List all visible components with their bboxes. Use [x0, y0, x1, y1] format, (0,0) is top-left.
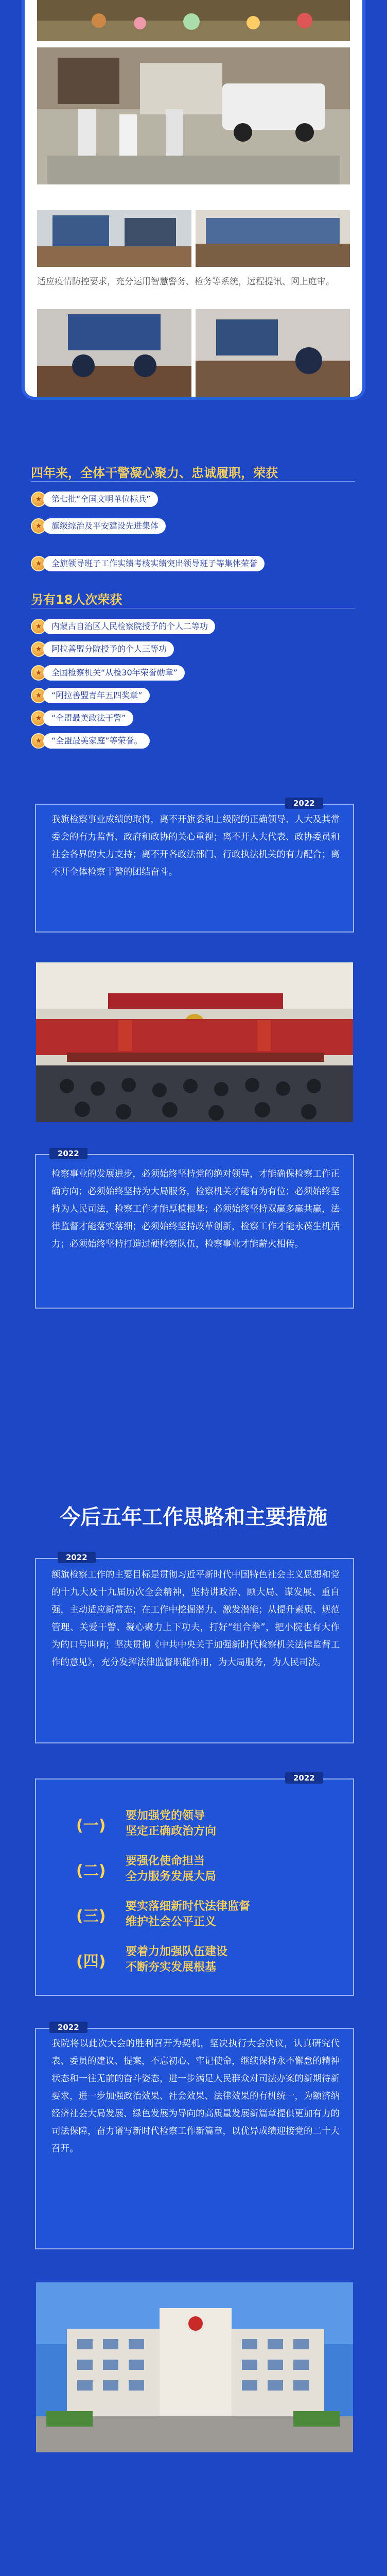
measure-item-1 [76, 1808, 216, 1839]
honor-individual-6 [31, 733, 150, 749]
honor-label: 阿拉善盟分院授予的个人三等功 [43, 641, 174, 657]
honor-individual-3 [31, 665, 185, 681]
year-tag: 2022 [49, 2022, 87, 2033]
honor-individual-1 [31, 618, 215, 635]
honor-label: “阿拉善盟青年五四奖章” [43, 688, 150, 703]
plan-section-title: 今后五年工作思路和主要措施 [60, 1505, 327, 1529]
measure-number: (一) [76, 1817, 106, 1835]
honor-label: “全盟最美家庭”等荣誉。 [43, 733, 150, 749]
year-tag: 2022 [49, 1148, 87, 1159]
photo-online-trial-right [196, 309, 350, 397]
photo-congress-meeting [36, 962, 353, 1122]
measure-item-4 [76, 1944, 227, 1975]
year-tag: 2022 [58, 1552, 96, 1563]
honor-group-3 [31, 555, 265, 572]
measure-line-2: 全力服务发展大局 [126, 1870, 217, 1883]
measure-number: (四) [76, 1953, 106, 1971]
year-tag: 2022 [285, 798, 323, 809]
honor-individual-2 [31, 641, 174, 657]
medal-icon: ★ [31, 518, 46, 534]
photo-remote-interrogation [37, 210, 191, 267]
year-tag: 2022 [285, 1772, 323, 1784]
medal-icon: ★ [31, 641, 46, 657]
medal-icon: ★ [31, 492, 46, 507]
measure-line-2: 维护社会公平正义 [126, 1916, 217, 1928]
measure-line-1: 要强化使命担当 [126, 1855, 205, 1868]
measure-item-2 [76, 1854, 216, 1885]
photo-epidemic-delivery [37, 47, 350, 184]
honors-heading-underline [31, 481, 355, 482]
medal-icon: ★ [31, 688, 46, 703]
medal-icon: ★ [31, 710, 46, 726]
honors-heading: 四年来，全体干警凝心聚力、忠诚履职，荣获 [31, 466, 278, 480]
photo-procuratorate-building [36, 2282, 353, 2452]
honor-label: 第七批“全国文明单位标兵” [43, 492, 158, 507]
measure-line-2: 坚定正确政治方向 [126, 1825, 217, 1838]
measure-number: (二) [76, 1862, 106, 1880]
measure-line-2: 不断夯实发展根基 [126, 1961, 217, 1974]
closing-text: 我院将以此次大会的胜利召开为契机，坚决执行大会决议，认真研究代表、委员的建议、提案，不忘初心、牢记使命，继续保持永不懈怠的精神状态和一往无前的奋斗姿态，进一步满足人民群众对司法办案的新期待新要求，进一步加强政治效果、社会效果、法律效果的有机统一，为额济纳经济社会大局发展、绿色发展为导向的高质量发展新篇章提供更加有力的司法保障，奋力谱写新时代检察工作新篇章，以优异成绩迎接党的二十大召开。 [51, 2039, 340, 2154]
photo-online-trial-left [37, 309, 191, 397]
honor-label: 旗级综治及平安建设先进集体 [43, 518, 166, 534]
measure-line-1: 要着力加强队伍建设 [126, 1945, 228, 1958]
measure-number: (三) [76, 1907, 106, 1925]
medal-icon: ★ [31, 619, 46, 634]
measure-item-3 [76, 1899, 250, 1930]
measure-line-1: 要实落细新时代法律监督 [126, 1900, 251, 1913]
intro-caption: 适应疫情防控要求，充分运用智慧警务、检务等系统，远程提讯、网上庭审。 [37, 277, 335, 287]
honor-label: 全国检察机关“从检30年荣誉勋章” [43, 665, 185, 681]
medal-icon: ★ [31, 665, 46, 681]
summary-text-2: 检察事业的发展进步，必须始终坚持党的绝对领导，才能确保检察工作正确方向；必须始终坚持为大局服务，检察机关才能有为有位；必须始终坚持为人民司法，检察工作才能厚植根基；必须始终坚持双赢多赢共赢，法律监督才能落实落细；必须始终坚持改革创新，检察工作才能永葆生机活力；必须始终坚持打造过硬检察队伍，检察事业才能薪火相传。 [51, 1169, 340, 1249]
photo-epidemic-supplies [37, 0, 350, 41]
honor-individual-4 [31, 687, 150, 704]
honor-label: 全旗领导班子工作实绩考核实绩突出领导班子等集体荣誉 [43, 556, 265, 571]
honor-individual-5 [31, 710, 133, 726]
summary-text-1: 我旗检察事业成绩的取得，离不开旗委和上级院的正确领导、人大及其常委会的有力监督、政府和政协的关心重视；离不开人大代表、政协委员和社会各界的大力支持；离不开各政法部门、行政执法机关的有力配合；离不开全体检察干警的团结奋斗。 [51, 815, 340, 877]
photo-video-hearing [196, 210, 350, 267]
measure-line-1: 要加强党的领导 [126, 1809, 205, 1822]
medal-icon: ★ [31, 556, 46, 571]
plan-goal-text: 额旗检察工作的主要目标是贯彻习近平新时代中国特色社会主义思想和党的十九大及十九届历次全会精神，坚持讲政治、顾大局、谋发展、重自强，主动适应新常态；在工作中挖掘潜力、激发潜能；从提升素质、规范管理、关爱干警、凝心聚力上下功夫，打好“组合拳”，把小院也有大作为的口号叫响；坚决贯彻《中共中央关于加强新时代检察机关法律监督工作的意见》，充分发挥法律监督职能作用，为大局服务，为人民司法。 [51, 1570, 340, 1668]
honor-group-1 [31, 491, 158, 507]
honor-label: “全盟最美政法干警” [43, 710, 133, 726]
medal-icon: ★ [31, 733, 46, 749]
honor-group-2 [31, 518, 166, 534]
honor-label: 内蒙古自治区人民检察院授予的个人二等功 [43, 619, 215, 634]
individual-honors-heading: 另有18人次荣获 [31, 592, 122, 607]
